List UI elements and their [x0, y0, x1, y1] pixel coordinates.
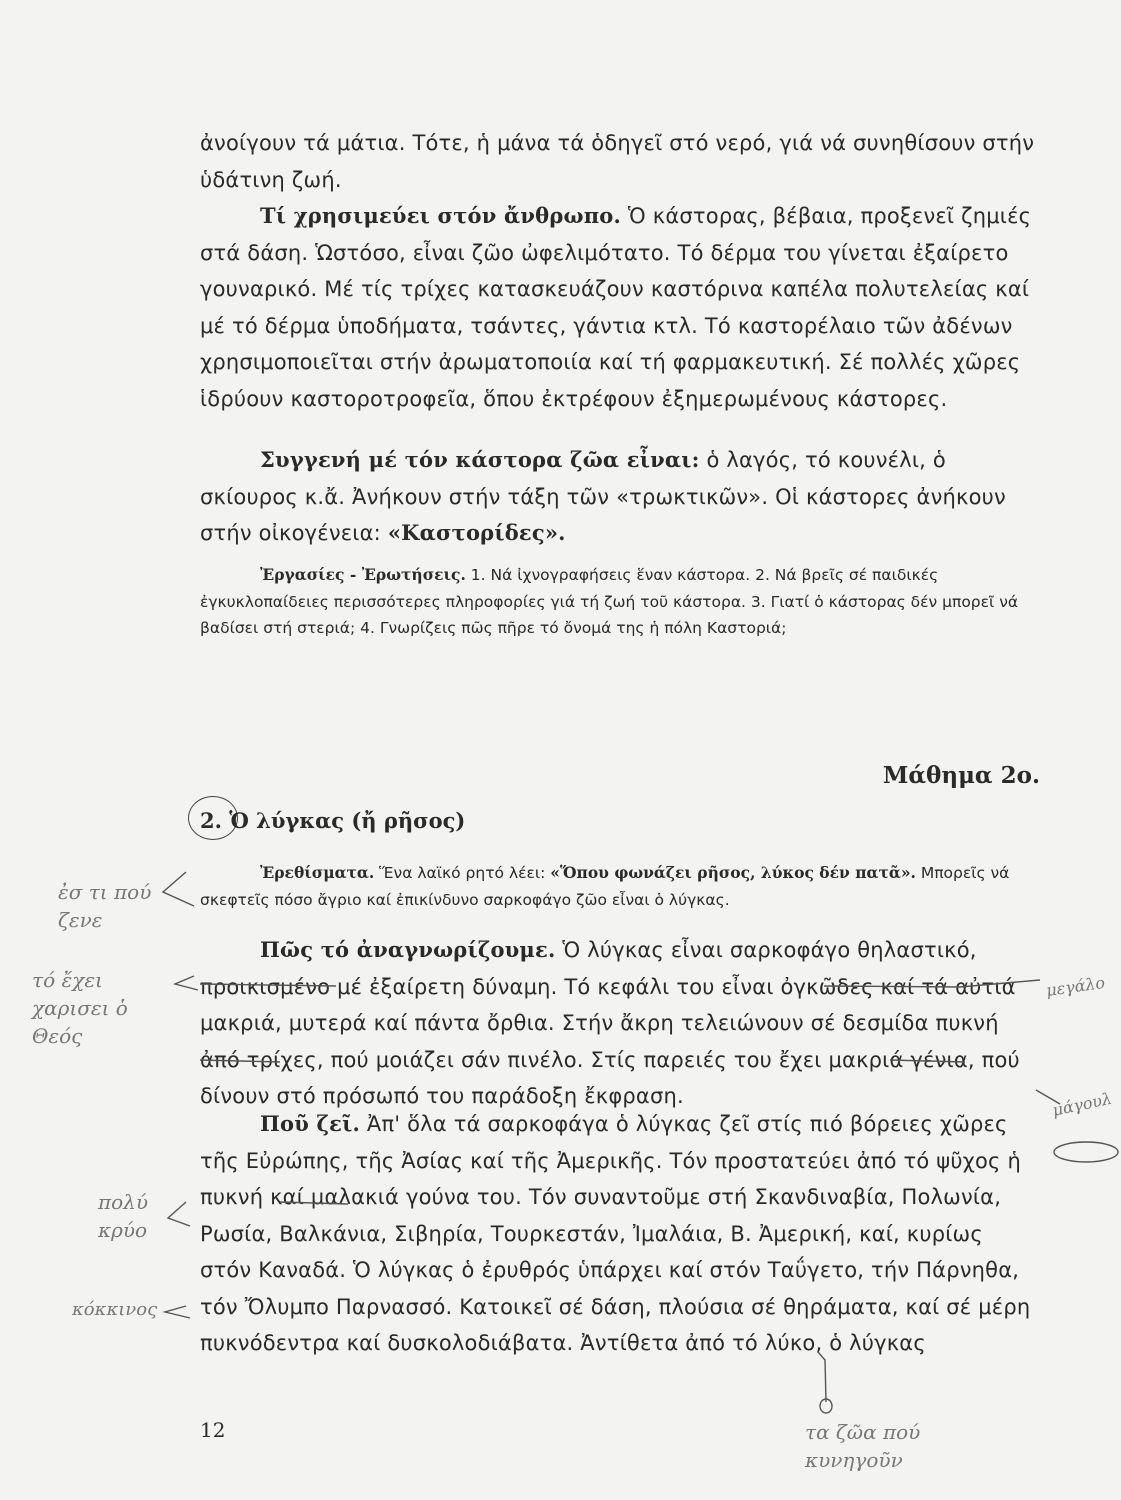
section-title-text: Ὁ λύγκας (ἤ ρῆσος)	[229, 808, 466, 833]
recognize-text: Ὁ λύγκας εἶναι σαρκοφάγο θηλαστικό, προικισμένο μέ ἐξαίρετη δύναμη. Τό κεφάλι του εἶναι ὀγκῶδες καί τά αὐτιά μακριά, μυτερά καί πάντα ὄρθια. Στήν ἄκρη τελειώνουν σέ δεσμίδα πυκνή ἀπό τρίχες, πού μοιάζει σάν πινέλο. Στίς παρειές του ἔχει μακριά γένια, πού δίνουν στό πρόσωπό του παράδοξη ἔκφραση.	[200, 938, 1020, 1108]
handwritten-note-2: τό ἔχει χαρισει ὁ Θεός	[32, 968, 128, 1048]
stimuli-text-2: Μπορεῖς νά σκεφτεῖς πόσο ἄγριο καί ἐπικίνδυνο σαρκοφάγο ζῶο εἶναι ὁ λύγκας.	[200, 864, 1010, 909]
uses-text: Ὁ κάστορας, βέβαια, προξενεῖ ζημιές στά δάση. Ὡστόσο, εἶναι ζῶο ὠφελιμότατο. Τό δέρμα του γίνεται ἐξαίρετο γουναρικό. Μέ τίς τρίχες κατασκευάζουν καστόρινα καπέλα πολυτελείας καί μέ τό δέρμα ὑποδήματα, τσάντες, γάντια κτλ. Τό καστορέλαιο τῶν ἀδένων χρησιμοποιεῖται στήν ἀρωματοποιία καί τή φαρμακευτική. Σέ πολλές χῶρες ἱδρύουν καστοροτροφεῖα, ὅπου ἐκτρέφουν ἐξημερωμένους κάστορες.	[200, 204, 1032, 411]
habitat-heading: Ποῦ ζεῖ.	[260, 1111, 360, 1136]
pen-arrow-1	[1036, 1090, 1060, 1104]
pen-underline-1	[200, 984, 336, 986]
handwritten-note-4: μάγουλ	[1050, 1088, 1114, 1120]
pen-bracket-1	[163, 872, 194, 906]
pen-arrow-2	[818, 1352, 826, 1402]
intro-text: ἀνοίγουν τά μάτια. Τότε, ἡ μάνα τά ὁδηγεῖ στό νερό, γιά νά συνηθίσουν στήν ὑδάτινη ζωή.	[200, 131, 1035, 192]
relatives-heading: Συγγενή μέ τόν κάστορα ζῶα εἶναι:	[260, 447, 700, 472]
pen-underline-3	[890, 1060, 965, 1062]
pen-bracket-3	[168, 1202, 190, 1226]
habitat-text: Ἀπ' ὅλα τά σαρκοφάγα ὁ λύγκας ζεῖ στίς πιό βόρειες χῶρες τῆς Εὐρώπης, τῆς Ἀσίας καί τῆς Ἀμερικῆς. Τόν προστατεύει ἀπό τό ψῦχος ἡ πυκνή καί μαλακιά γούνα του. Τόν συναντοῦμε στή Σκανδιναβία, Πολωνία, Ρωσία, Βαλκάνια, Σιβηρία, Τουρκεστάν, Ἰμαλάια, Β. Ἀμερική, καί, κυρίως στόν Καναδά. Ὁ λύγκας ὁ ἐρυθρός ὑπάρχει καί στόν Ταΰγετο, τήν Πάρνηθα, τόν Ὄλυμπο Παρνασσό. Κατοικεῖ σέ δάση, πλούσια σέ θηράματα, καί σέ μέρη πυκνόδεντρα καί δυσκολοδιάβατα. Ἀντίθετα ἀπό τό λύκο, ὁ λύγκας	[200, 1112, 1031, 1355]
uses-heading: Τί χρησιμεύει στόν ἄνθρωπο.	[260, 203, 622, 228]
stimuli-text: Ἕνα λαϊκό ρητό λέει:	[374, 864, 551, 882]
handwritten-note-3: μεγάλο	[1044, 972, 1107, 1000]
pen-underline-4	[824, 980, 1040, 987]
exercises-text: 1. Νά ἰχνογραφήσεις ἕναν κάστορα. 2. Νά βρεῖς σέ παιδικές ἐγκυκλοπαίδειες περισσότερες πληροφορίες γιά τή ζωή τοῦ κάστορα. 3. Γιατί ὁ κάστορας δέν μπορεῖ νά βαδίσει στή στεριά; 4. Γνωρίζεις πῶς πῆρε τό ὄνομά της ἡ πόλη Καστοριά;	[200, 566, 1019, 637]
pen-oval	[1054, 1142, 1118, 1162]
stimuli-quote: «Ὅπου φωνάζει ρῆσος, λύκος δέν πατᾶ».	[550, 863, 916, 882]
handwritten-note-6: κόκκινος	[72, 1299, 158, 1320]
relatives-text: ὁ λαγός, τό κουνέλι, ὁ σκίουρος κ.ἄ. Ἀνήκουν στήν τάξη τῶν «τρωκτικῶν». Οἱ κάστορες ἀνήκουν στήν οἰκογένεια:	[200, 448, 1006, 545]
section-number: 2.	[200, 808, 222, 833]
handwritten-note-7: τα ζῶα πού κυνηγοῦν	[805, 1420, 921, 1472]
handwritten-note-1: ἐσ τι πού ζενε	[58, 880, 152, 932]
exercises-heading: Ἐργασίες - Ἐρωτήσεις.	[260, 565, 466, 584]
recognize-heading: Πῶς τό ἀναγνωρίζουμε.	[260, 937, 556, 962]
page-number: 12	[200, 1418, 226, 1442]
lesson-title: Μάθημα 2ο.	[882, 762, 1040, 789]
pen-underline-5	[280, 1202, 348, 1204]
handwritten-note-5: πολύ κρύο	[98, 1190, 149, 1242]
pen-bracket-2	[175, 976, 198, 990]
pen-bracket-4	[165, 1306, 190, 1318]
pen-underline-2	[200, 1060, 280, 1062]
stimuli-heading: Ἐρεθίσματα.	[260, 863, 375, 882]
relatives-family: «Καστορίδες».	[387, 520, 566, 545]
